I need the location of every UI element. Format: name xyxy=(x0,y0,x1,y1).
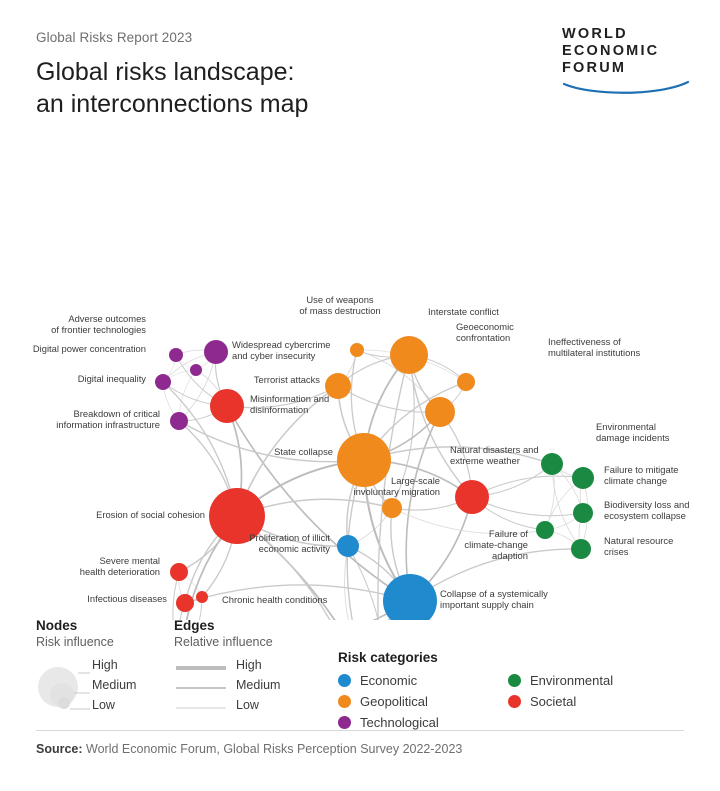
logo-swoosh-icon xyxy=(562,80,690,94)
risk-node-chronic-health-conditions[interactable] xyxy=(196,591,208,603)
risk-node-interstate-conflict[interactable] xyxy=(390,336,428,374)
legend-edge-level: Medium xyxy=(236,678,281,692)
legend-category-environmental xyxy=(508,673,698,688)
risk-node-label-chronic-health-conditions: Chronic health conditions xyxy=(222,594,328,605)
legend-edges-levels xyxy=(236,655,280,715)
legend-category-list xyxy=(338,673,698,730)
risk-node-ineffectiveness-multilateral[interactable] xyxy=(457,373,475,391)
risk-node-label-geoeconomic-confrontation: Geoeconomic confrontation xyxy=(456,321,514,343)
category-label: Economic xyxy=(360,673,418,688)
legend-category-geopolitical xyxy=(338,694,508,709)
legend-category-technological xyxy=(338,715,508,730)
source-note xyxy=(36,742,462,756)
risk-node-label-use-weapons-mass-destruction: Use of weapons of mass destruction xyxy=(299,294,381,316)
legend-risk-categories xyxy=(338,650,698,730)
risk-node-breakdown-critical-info[interactable] xyxy=(170,412,188,430)
risk-node-label-breakdown-critical-info: Breakdown of critical information infrastructure xyxy=(56,408,160,430)
risk-node-label-adverse-frontier-tech: Adverse outcomes of frontier technologies xyxy=(51,313,146,335)
risk-node-label-collapse-supply-chain: Collapse of a systemically important supply chain xyxy=(440,588,548,610)
legend-edges-subtitle: Relative influence xyxy=(174,635,273,649)
risk-edge xyxy=(338,386,440,412)
risk-node-widespread-cybercrime[interactable] xyxy=(190,364,202,376)
logo-line-forum: FORUM xyxy=(562,60,627,76)
category-label: Geopolitical xyxy=(360,694,428,709)
category-label: Technological xyxy=(360,715,439,730)
risk-node-infectious-diseases[interactable] xyxy=(176,594,194,612)
legend-edge-level: High xyxy=(236,658,262,672)
risk-node-label-proliferation-illicit: Proliferation of illicit economic activity xyxy=(249,532,330,554)
risk-node-digital-inequality[interactable] xyxy=(155,374,171,390)
risk-node-label-widespread-cybercrime: Widespread cybercrime and cyber insecurity xyxy=(232,339,331,361)
report-kicker: Global Risks Report 2023 xyxy=(36,30,193,45)
risk-node-digital-power-concentration[interactable] xyxy=(169,348,183,362)
risk-node-failure-climate-adaptation[interactable] xyxy=(536,521,554,539)
legend-edges-title: Edges xyxy=(174,618,215,633)
risk-node-failure-mitigate-climate[interactable] xyxy=(572,467,594,489)
risk-node-label-ineffectiveness-multilateral: Ineffectiveness of multilateral institutions xyxy=(548,336,641,358)
risk-node-label-digital-inequality: Digital inequality xyxy=(77,373,146,384)
risk-node-large-scale-migration[interactable] xyxy=(382,498,402,518)
legend-edge-weights-icon xyxy=(174,655,230,719)
risk-node-use-weapons-mass-destruction[interactable] xyxy=(350,343,364,357)
legend-nodes-title: Nodes xyxy=(36,618,78,633)
legend-node-level: Medium xyxy=(92,678,137,692)
legend-node-sizes-icon xyxy=(36,655,92,719)
risk-node-label-biodiversity-loss: Biodiversity loss and ecosystem collapse xyxy=(604,499,690,521)
page-title xyxy=(36,56,308,120)
legend-categories-title: Risk categories xyxy=(338,650,438,665)
legend-nodes-levels xyxy=(92,655,136,715)
logo-line-economic: ECONOMIC xyxy=(562,43,660,59)
source-text: World Economic Forum, Global Risks Perception Survey 2022-2023 xyxy=(86,742,463,756)
legend-nodes xyxy=(36,618,137,719)
risk-node-geoeconomic-confrontation[interactable] xyxy=(425,397,455,427)
legend-edge-level: Low xyxy=(236,698,259,712)
risk-node-label-misinformation: Misinformation and disinformation xyxy=(250,393,330,415)
risk-node-label-state-collapse: State collapse xyxy=(274,446,333,457)
page-title-line1: Global risks landscape: xyxy=(36,58,295,86)
category-label: Environmental xyxy=(530,673,614,688)
risk-node-label-terrorist-attacks: Terrorist attacks xyxy=(253,374,320,385)
legend-edges xyxy=(174,618,281,719)
risk-node-label-natural-resource-crises: Natural resource crises xyxy=(604,535,674,557)
category-label: Societal xyxy=(530,694,577,709)
risk-node-label-severe-mental-health: Severe mental health deterioration xyxy=(79,555,160,577)
category-color-dot xyxy=(338,695,351,708)
risk-node-label-erosion-social-cohesion: Erosion of social cohesion xyxy=(96,509,205,520)
risk-edge xyxy=(179,421,364,462)
risk-node-severe-mental-health[interactable] xyxy=(170,563,188,581)
risk-node-environmental-damage[interactable] xyxy=(541,453,563,475)
risk-node-natural-resource-crises[interactable] xyxy=(571,539,591,559)
wef-logo xyxy=(562,26,690,99)
legend-node-level: High xyxy=(92,658,118,672)
risk-interconnections-map xyxy=(0,140,720,620)
risk-node-label-failure-mitigate-climate: Failure to mitigate climate change xyxy=(604,464,679,486)
category-color-dot xyxy=(508,674,521,687)
category-color-dot xyxy=(508,695,521,708)
page-title-line2: an interconnections map xyxy=(36,90,309,118)
risk-node-label-interstate-conflict: Interstate conflict xyxy=(428,306,499,317)
risk-node-label-environmental-damage: Environmental damage incidents xyxy=(596,421,670,443)
risk-node-label-natural-disasters: Natural disasters and extreme weather xyxy=(450,444,539,466)
risk-node-state-collapse[interactable] xyxy=(337,433,391,487)
category-color-dot xyxy=(338,716,351,729)
source-label: Source: xyxy=(36,742,83,756)
risk-node-label-failure-climate-adaptation: Failure of climate-change adaption xyxy=(464,528,528,561)
category-color-dot xyxy=(338,674,351,687)
risk-node-label-digital-power-concentration: Digital power concentration xyxy=(32,343,146,354)
logo-line-world: WORLD xyxy=(562,26,628,42)
legend-category-societal xyxy=(508,694,698,709)
risk-node-biodiversity-loss[interactable] xyxy=(573,503,593,523)
legend-node-level: Low xyxy=(92,698,115,712)
footer-divider xyxy=(36,730,684,731)
risk-node-label-large-scale-migration: Large-scale involuntary migration xyxy=(353,475,440,497)
legend-category-economic xyxy=(338,673,508,688)
risk-node-adverse-frontier-tech[interactable] xyxy=(204,340,228,364)
legend-nodes-subtitle: Risk influence xyxy=(36,635,114,649)
risk-node-natural-disasters[interactable] xyxy=(455,480,489,514)
risk-node-label-infectious-diseases: Infectious diseases xyxy=(87,593,167,604)
risk-node-misinformation[interactable] xyxy=(210,389,244,423)
risk-node-proliferation-illicit[interactable] xyxy=(337,535,359,557)
